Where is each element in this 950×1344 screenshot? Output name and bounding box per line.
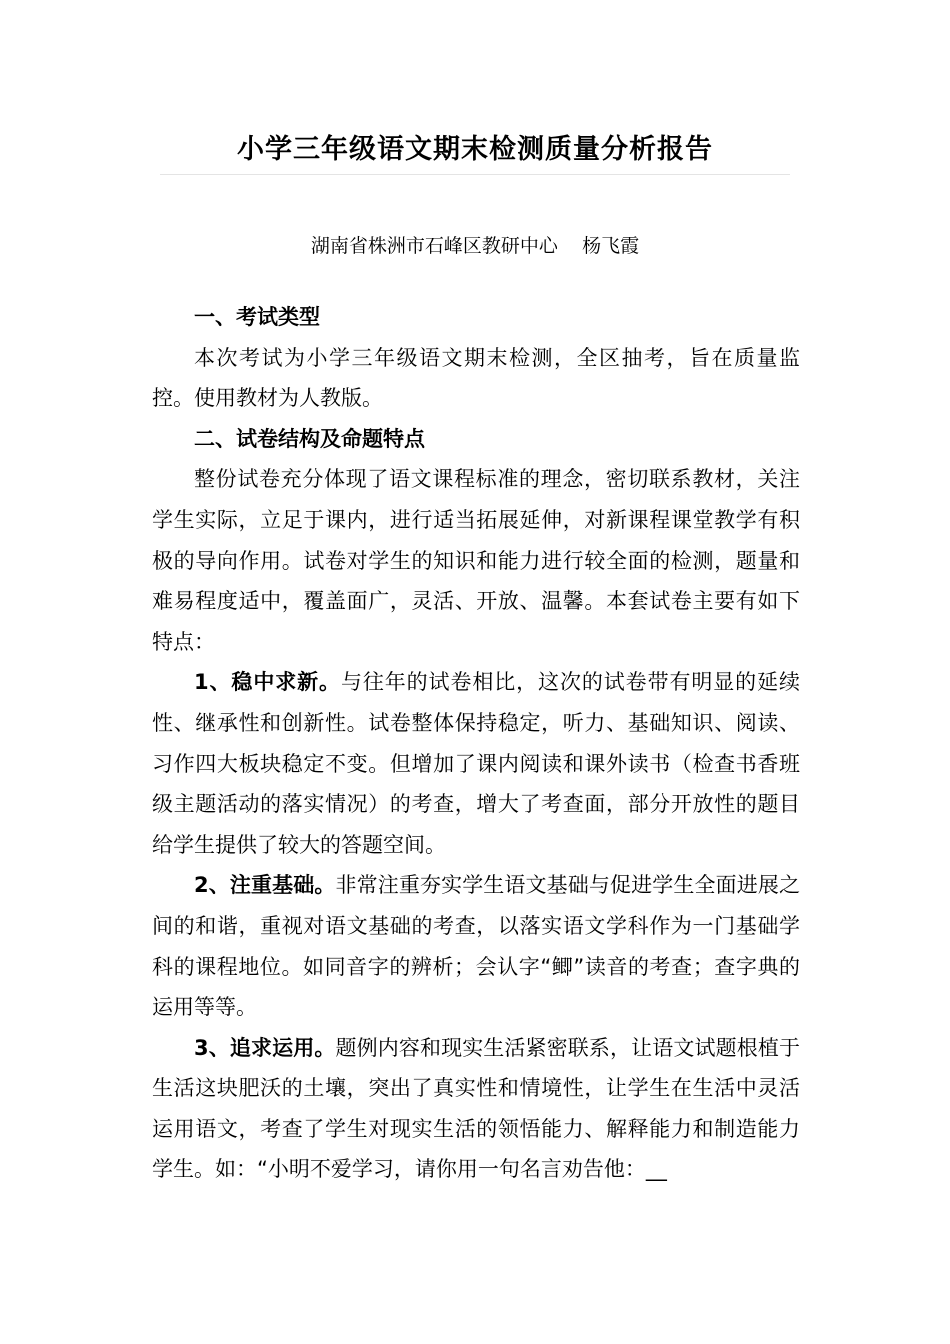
paragraph-feature-2 bbox=[152, 865, 800, 1027]
paragraph-text: 整份试卷充分体现了语文课程标准的理念，密切联系教材，关注学生实际，立足于课内，进行适当拓展延伸，对新课程课堂教学有积极的导向作用。试卷对学生的知识和能力进行较全面的检测，题量和难易程度适中，覆盖面广，灵活、开放、温馨。本套试卷主要有如下特点： bbox=[152, 467, 800, 654]
section-heading-paper-structure: 二、试卷结构及命题特点 bbox=[194, 426, 425, 451]
paragraph-text: 本次考试为小学三年级语文期末检测，全区抽考，旨在质量监控。使用教材为人教版。 bbox=[152, 345, 800, 411]
title-divider bbox=[160, 174, 790, 175]
document-title: 小学三年级语文期末检测质量分析报告 bbox=[237, 134, 713, 165]
paragraph-feature-1 bbox=[152, 662, 800, 865]
paragraph-lead: 2、注重基础。 bbox=[194, 873, 336, 898]
paragraph-text: 题例内容和现实生活紧密联系，让语文试题根植于生活这块肥沃的土壤，突出了真实性和情境性，让学生在生活中灵活运用语文，考查了学生对现实生活的领悟能力、解释能力和制造能力学生。如：“小明不爱学习，请你用一句名言劝告他：__ bbox=[152, 1035, 800, 1182]
paragraph-text: 非常注重夯实学生语文基础与促进学生全面进展之间的和谐，重视对语文基础的考查，以落实语文学科作为一门基础学科的课程地位。如同音字的辨析；会认字“鲫”读音的考查；查字典的运用等等。 bbox=[152, 873, 800, 1020]
paragraph-text: 与往年的试卷相比，这次的试卷带有明显的延续性、继承性和创新性。试卷整体保持稳定，听力、基础知识、阅读、习作四大板块稳定不变。但增加了课内阅读和课外读书（检查书香班级主题活动的落实情况）的考查，增大了考查面，部分开放性的题目给学生提供了较大的答题空间。 bbox=[152, 670, 800, 857]
section-heading-exam-type: 一、考试类型 bbox=[194, 305, 320, 329]
paragraph-lead: 1、稳中求新。 bbox=[194, 670, 341, 695]
document-body bbox=[152, 297, 800, 1190]
paragraph-exam-type bbox=[152, 338, 800, 419]
author-byline: 湖南省株洲市石峰区教研中心 杨飞霞 bbox=[310, 235, 640, 257]
paragraph-feature-3 bbox=[152, 1028, 800, 1190]
paragraph-lead: 3、追求运用。 bbox=[194, 1035, 336, 1060]
paragraph-overview bbox=[152, 459, 800, 662]
